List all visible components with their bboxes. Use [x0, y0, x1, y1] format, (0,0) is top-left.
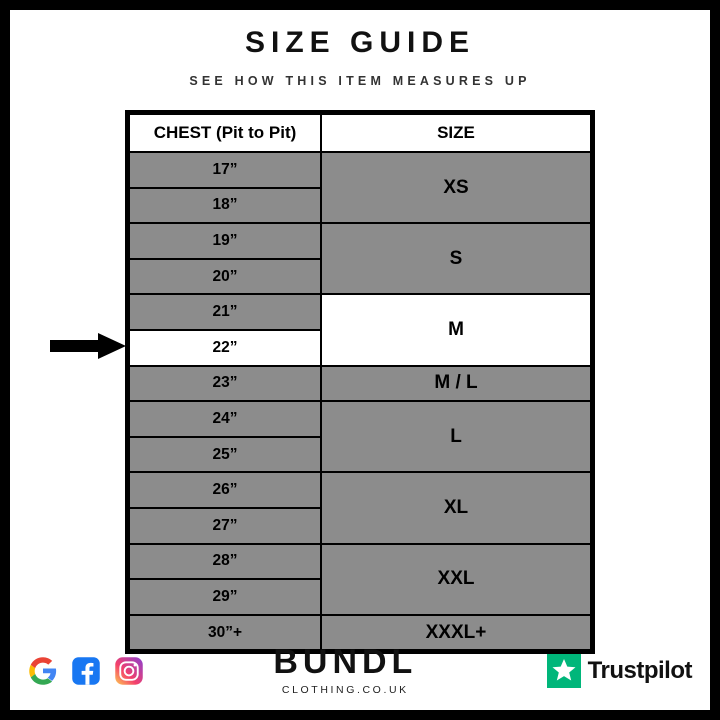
footer — [10, 645, 710, 696]
size-value: XXXL+ — [321, 615, 591, 651]
star-icon — [547, 654, 581, 688]
chest-value: 23” — [129, 366, 321, 402]
instagram-icon[interactable] — [114, 656, 144, 686]
table-row — [129, 366, 591, 402]
chest-value: 21” — [129, 294, 321, 330]
size-value: XL — [321, 472, 591, 543]
brand-website: CLOTHING.CO.UK — [281, 684, 409, 696]
size-value-selected: M — [321, 294, 591, 365]
column-header-size: SIZE — [321, 114, 591, 152]
chest-value: 25” — [129, 437, 321, 473]
chest-value: 27” — [129, 508, 321, 544]
table-header-row — [129, 114, 591, 152]
table-row — [129, 401, 591, 437]
chest-value: 26” — [129, 472, 321, 508]
chest-value-selected: 22” — [129, 330, 321, 366]
chest-value: 28” — [129, 544, 321, 580]
chest-value: 17” — [129, 152, 321, 188]
table-row — [129, 544, 591, 580]
size-value: L — [321, 401, 591, 472]
page-title: SIZE GUIDE — [244, 26, 476, 59]
pointer-arrow-icon — [50, 333, 126, 359]
table-row — [129, 223, 591, 259]
trustpilot-badge[interactable] — [547, 654, 692, 688]
chest-value: 24” — [129, 401, 321, 437]
size-value: M / L — [321, 366, 591, 402]
chest-value: 29” — [129, 579, 321, 615]
facebook-icon[interactable] — [71, 656, 101, 686]
chest-value: 20” — [129, 259, 321, 295]
brand-name: BUNDL — [273, 643, 418, 681]
table-row-highlighted — [129, 294, 591, 330]
size-value: S — [321, 223, 591, 294]
trustpilot-label: Trustpilot — [587, 656, 692, 684]
table-row — [129, 472, 591, 508]
size-table-container — [125, 110, 595, 654]
table-row — [129, 152, 591, 188]
size-value: XS — [321, 152, 591, 223]
chest-value: 30”+ — [129, 615, 321, 651]
google-icon[interactable] — [28, 656, 58, 686]
brand-logo — [273, 645, 417, 696]
page-subtitle: SEE HOW THIS ITEM MEASURES UP — [189, 74, 531, 88]
column-header-chest: CHEST (Pit to Pit) — [129, 114, 321, 152]
size-table — [128, 113, 592, 651]
chest-value: 19” — [129, 223, 321, 259]
social-links — [28, 656, 144, 686]
size-guide-card — [10, 10, 710, 710]
size-value: XXL — [321, 544, 591, 615]
chest-value: 18” — [129, 188, 321, 224]
